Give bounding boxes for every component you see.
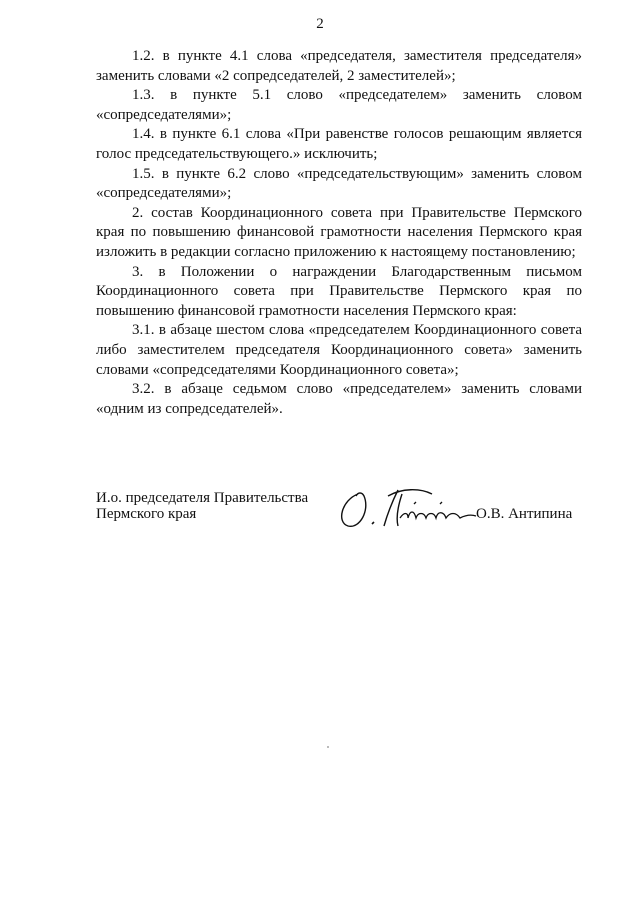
paragraph-1-2: 1.2. в пункте 4.1 слова «председателя, заместителя председателя» заменить словами «2 сопредседателей, 2 заместителей»; <box>96 48 582 84</box>
scan-artifact-dot <box>327 746 329 748</box>
paragraph-1-3: 1.3. в пункте 5.1 слово «председателем» заменить словом «сопредседателями»; <box>96 87 582 123</box>
paragraph-3-2: 3.2. в абзаце седьмом слово «председателем» заменить словами «одним из сопредседателей». <box>96 381 582 417</box>
paragraph-3: 3. в Положении о награждении Благодарственным письмом Координационного совета при Правительстве Пермского края по повышению финансовой грамотности населения Пермского края: <box>96 263 582 319</box>
document-body <box>96 47 582 419</box>
signature-block <box>96 490 586 540</box>
signer-position-line-1: И.о. председателя Правительства <box>96 490 309 506</box>
signer-position <box>96 490 326 522</box>
page-number: 2 <box>316 16 324 32</box>
signer-position-line-2: Пермского края <box>96 506 197 522</box>
paragraph-1-4: 1.4. в пункте 6.1 слова «При равенстве голосов решающим является голос председательствующего.» исключить; <box>96 126 582 162</box>
paragraph-1-5: 1.5. в пункте 6.2 слово «председательствующим» заменить словом «сопредседателями»; <box>96 165 582 202</box>
paragraph-3-1: 3.1. в абзаце шестом слова «председателем Координационного совета либо заместителем председателя Координационного совета» заменить словами «сопредседателями Координационного совета»; <box>96 322 582 378</box>
paragraph-2: 2. состав Координационного совета при Правительстве Пермского края по повышению финансовой грамотности населения Пермского края изложить в редакции согласно приложению к настоящему постановлению; <box>96 204 582 260</box>
handwritten-signature <box>336 482 496 530</box>
signer-name: О.В. Антипина <box>476 506 573 522</box>
